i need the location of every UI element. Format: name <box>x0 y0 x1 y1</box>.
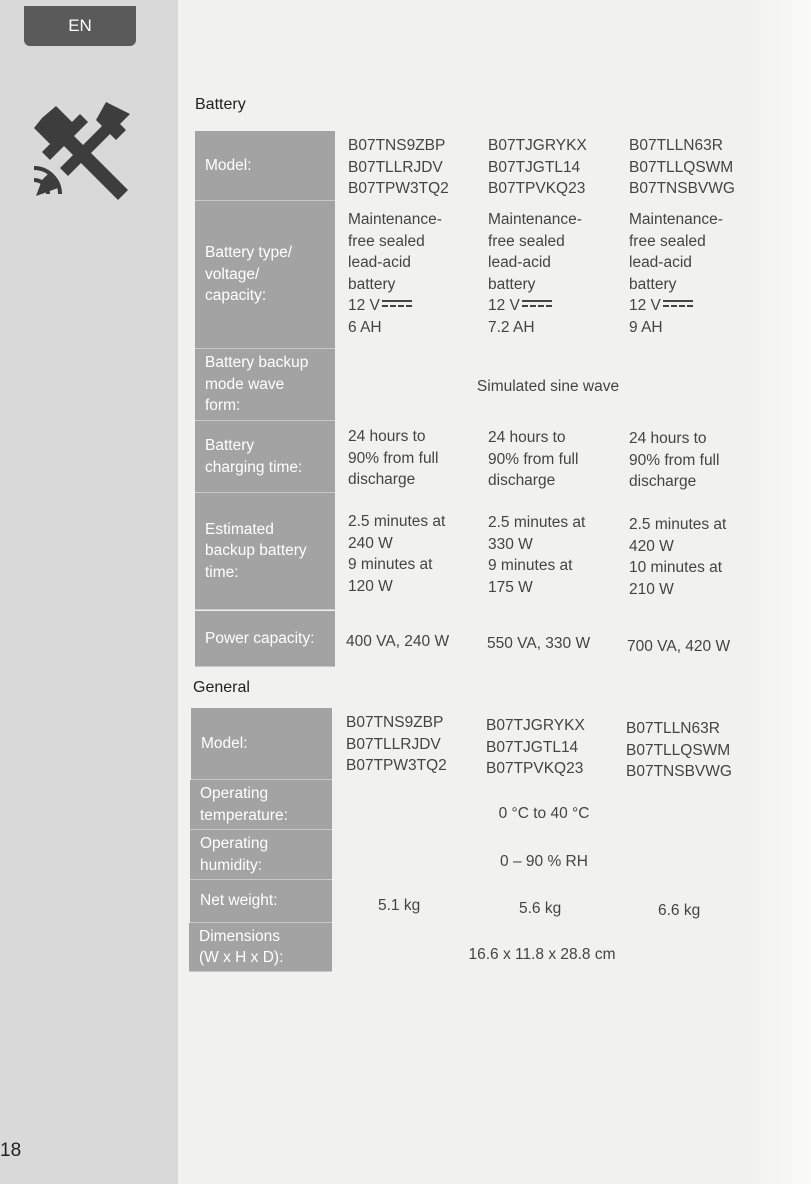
dimensions-value: 16.6 x 11.8 x 28.8 cm <box>468 946 616 963</box>
general-model-col-1: B07TNS9ZBP B07TLLRJDV B07TPW3TQ2 <box>346 714 447 774</box>
battery-type-col-2 <box>488 209 582 338</box>
capacity: 6 AH <box>348 318 382 336</box>
model-col-3: B07TLLN63R B07TLLQSWM B07TNSBVWG <box>629 137 735 197</box>
dc-symbol-icon <box>522 300 552 311</box>
backup-col-1: 2.5 minutes at 240 W 9 minutes at 120 W <box>348 513 446 595</box>
charging-col-3: 24 hours to 90% from full discharge <box>629 430 720 490</box>
label-dimensions: Dimensions (W x H x D): <box>189 923 332 972</box>
wave-form-value: Simulated sine wave <box>476 378 620 395</box>
dc-symbol-icon <box>663 300 693 311</box>
weight-col-2: 5.6 kg <box>519 900 562 917</box>
operating-humidity-value: 0 – 90 % RH <box>500 853 588 870</box>
label-battery-type: Battery type/ voltage/ capacity: <box>195 201 335 349</box>
voltage: 12 V <box>348 297 380 314</box>
label-model: Model: <box>195 131 335 201</box>
charging-col-2: 24 hours to 90% from full discharge <box>488 429 579 489</box>
operating-temperature-value: 0 °C to 40 °C <box>498 805 590 822</box>
charging-col-1: 24 hours to 90% from full discharge <box>348 428 439 488</box>
battery-type-col-3 <box>629 209 723 338</box>
page-edge-shadow <box>751 0 811 1184</box>
power-col-2: 550 VA, 330 W <box>487 635 591 652</box>
label-net-weight: Net weight: <box>190 880 332 923</box>
label-wave-form: Battery backup mode wave form: <box>195 349 335 421</box>
model-col-2: B07TJGRYKX B07TJGTL14 B07TPVKQ23 <box>488 137 587 197</box>
label-operating-humidity: Operating humidity: <box>190 830 332 880</box>
capacity: 7.2 AH <box>488 318 535 336</box>
voltage: 12 V <box>488 297 520 314</box>
battery-desc: Maintenance- free sealed lead-acid battery <box>629 211 723 293</box>
battery-desc: Maintenance- free sealed lead-acid battery <box>348 211 442 293</box>
tools-icon <box>28 96 138 206</box>
battery-type-col-1 <box>348 209 442 338</box>
page-number: 18 <box>0 1140 22 1161</box>
backup-col-2: 2.5 minutes at 330 W 9 minutes at 175 W <box>488 514 586 596</box>
label-general-model: Model: <box>191 708 332 780</box>
language-tab: EN <box>24 6 136 46</box>
label-power-capacity: Power capacity: <box>195 611 335 667</box>
label-charging-time: Battery charging time: <box>195 421 335 493</box>
backup-col-3: 2.5 minutes at 420 W 10 minutes at 210 W <box>629 516 727 598</box>
voltage: 12 V <box>629 297 661 314</box>
battery-section-title: Battery <box>195 96 246 113</box>
label-backup-time: Estimated backup battery time: <box>195 493 335 610</box>
capacity: 9 AH <box>629 318 663 336</box>
battery-desc: Maintenance- free sealed lead-acid battery <box>488 211 582 293</box>
general-model-col-2: B07TJGRYKX B07TJGTL14 B07TPVKQ23 <box>486 717 585 777</box>
weight-col-1: 5.1 kg <box>378 897 421 914</box>
power-col-3: 700 VA, 420 W <box>627 638 731 655</box>
weight-col-3: 6.6 kg <box>658 902 701 919</box>
label-operating-temperature: Operating temperature: <box>190 780 332 830</box>
dc-symbol-icon <box>382 300 412 311</box>
general-section-title: General <box>193 679 250 696</box>
general-model-col-3: B07TLLN63R B07TLLQSWM B07TNSBVWG <box>626 720 732 780</box>
power-col-1: 400 VA, 240 W <box>346 633 450 650</box>
model-col-1: B07TNS9ZBP B07TLLRJDV B07TPW3TQ2 <box>348 137 449 197</box>
